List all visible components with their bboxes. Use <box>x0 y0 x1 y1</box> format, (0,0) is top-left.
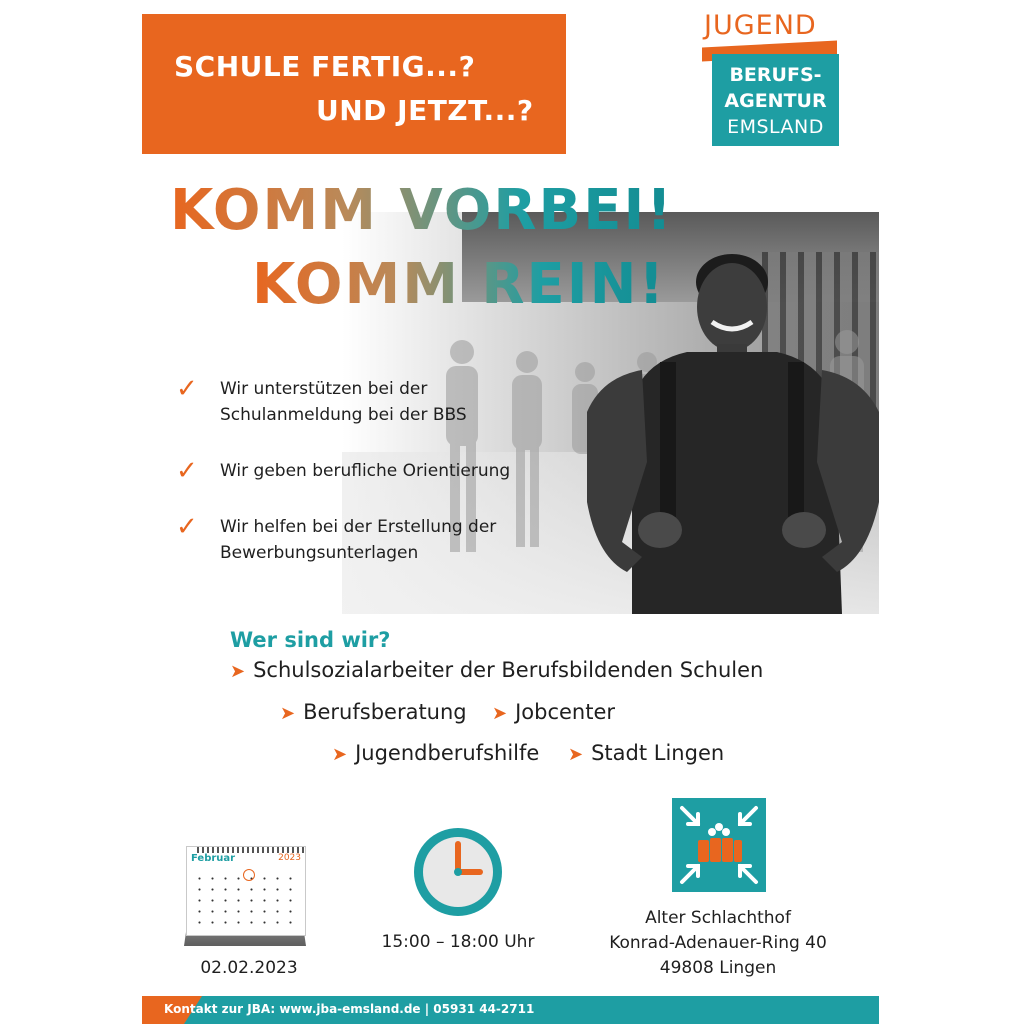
partner-label: Jobcenter <box>515 700 616 724</box>
header-line-2: UND JETZT...? <box>316 94 534 127</box>
header-line-1: SCHULE FERTIG...? <box>174 50 476 83</box>
calendar-icon <box>180 842 308 946</box>
checkmark-icon: ✓ <box>176 456 198 486</box>
footer-bar <box>142 996 879 1024</box>
checklist-item-line-1: Wir unterstützen bei der <box>220 379 428 399</box>
calendar-date-circle <box>243 869 255 881</box>
calendar-year: 2023 <box>278 853 301 863</box>
partner-label: Berufsberatung <box>303 700 467 724</box>
slogan-line-2: KOMM REIN! <box>252 252 667 317</box>
calendar-page <box>186 846 306 936</box>
clock-icon <box>410 824 506 920</box>
arrow-right-icon: ➤ <box>230 661 246 682</box>
calendar-grid <box>193 873 299 931</box>
partner-item <box>492 700 615 724</box>
partner-label: Stadt Lingen <box>591 741 725 765</box>
event-location <box>590 906 846 981</box>
arrow-right-icon: ➤ <box>568 744 584 765</box>
checklist-item <box>176 374 516 434</box>
arrow-right-icon: ➤ <box>280 703 296 724</box>
partner-item <box>332 741 539 765</box>
partner-item <box>230 658 763 682</box>
footer-contact: Kontakt zur JBA: www.jba-emsland.de | 05931 44-2711 <box>164 1002 535 1016</box>
partner-item <box>568 741 724 765</box>
meeting-point-icon <box>672 798 766 892</box>
header-banner <box>142 14 566 154</box>
who-title: Wer sind wir? <box>230 628 391 652</box>
partner-label: Schulsozialarbeiter der Berufsbildenden Schulen <box>253 658 764 682</box>
partner-label: Jugendberufshilfe <box>355 741 540 765</box>
checklist-item <box>176 456 516 490</box>
checkmark-icon: ✓ <box>176 512 198 542</box>
logo-line-2: AGENTUR <box>724 90 827 112</box>
checklist-item-line-2: Schulanmeldung bei der BBS <box>220 405 467 425</box>
partner-item <box>280 700 467 724</box>
arrow-right-icon: ➤ <box>332 744 348 765</box>
location-name: Alter Schlachthof <box>645 908 791 928</box>
logo-line-3: EMSLAND <box>727 116 824 138</box>
logo-block <box>712 54 839 146</box>
checklist-item-line-1: Wir geben berufliche Orientierung <box>220 461 511 481</box>
checkmark-icon: ✓ <box>176 374 198 404</box>
logo-line-1: BERUFS- <box>729 64 822 86</box>
checklist-item-line-1: Wir helfen bei der Erstellung der <box>220 517 497 537</box>
checklist-item-line-2: Bewerbungsunterlagen <box>220 543 419 563</box>
slogan-line-1: KOMM VORBEI! <box>170 178 674 243</box>
jba-logo <box>700 6 850 146</box>
logo-jugend: JUGEND <box>704 10 817 41</box>
checklist-item <box>176 512 516 572</box>
calendar-month: Februar <box>191 853 236 864</box>
event-date: 02.02.2023 <box>200 958 298 978</box>
location-street: Konrad-Adenauer-Ring 40 <box>609 933 827 953</box>
event-time: 15:00 – 18:00 Uhr <box>381 932 535 952</box>
location-city: 49808 Lingen <box>659 958 777 978</box>
arrow-right-icon: ➤ <box>492 703 508 724</box>
